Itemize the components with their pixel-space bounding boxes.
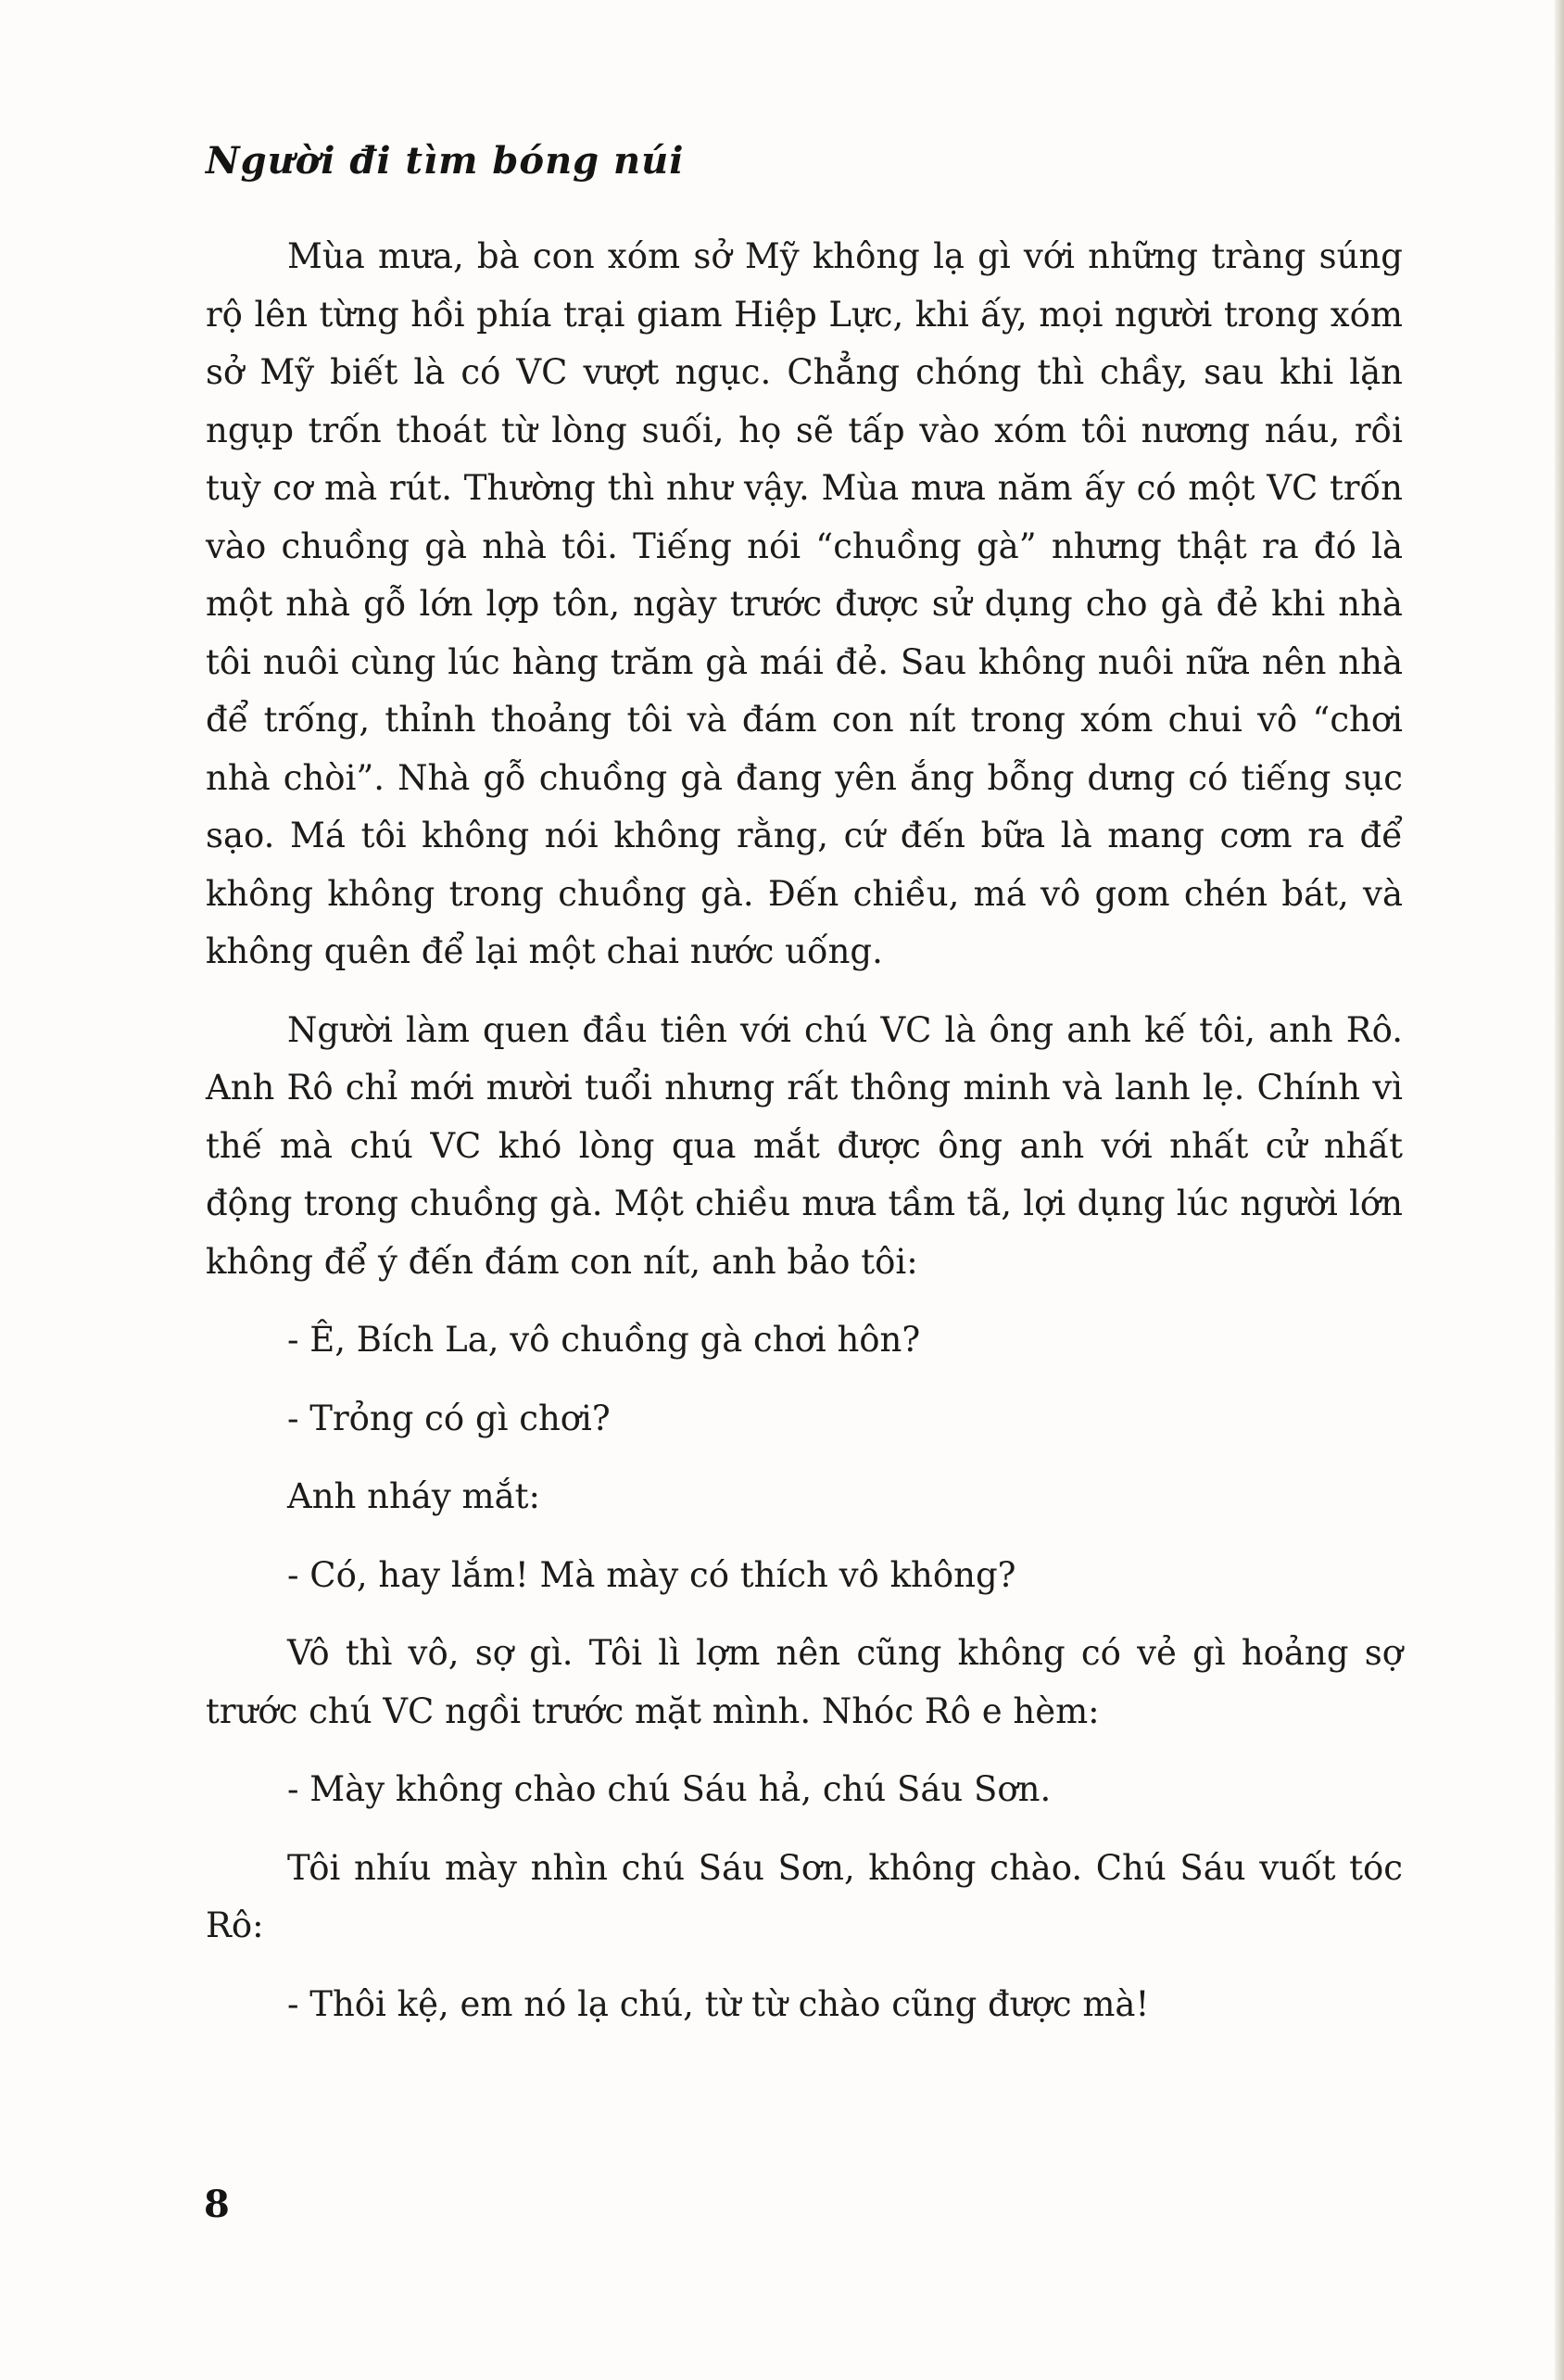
dialogue-line-5: - Mày không chào chú Sáu hả, chú Sáu Sơn. [287, 1769, 1052, 1809]
page-edge-shadow [1555, 0, 1564, 2380]
dialogue-line-1: - Ê, Bích La, vô chuồng gà chơi hôn? [287, 1320, 921, 1360]
page-number: 8 [204, 2183, 230, 2226]
dialogue-line-2: - Trỏng có gì chơi? [287, 1398, 611, 1438]
paragraph-4: Tôi nhíu mày nhìn chú Sáu Sơn, không chào. Chú Sáu vuốt tóc Rô: [206, 1847, 1403, 1945]
paragraph-1: Mùa mưa, bà con xóm sở Mỹ không lạ gì với những tràng súng rộ lên từng hồi phía trại giam Hiệp Lực, khi ấy, mọi người trong xóm sở Mỹ biết là có VC vượt ngục. Chẳng chóng thì chầy, sau khi lặn ngụp trốn thoát từ lòng suối, họ sẽ tấp vào xóm tôi nương náu, rồi tuỳ cơ mà rút. Thường thì như vậy. Mùa mưa năm ấy có một VC trốn vào chuồng gà nhà tôi. Tiếng nói “chuồng gà” nhưng thật ra đó là một nhà gỗ lớn lợp tôn, ngày trước được sử dụng cho gà đẻ khi nhà tôi nuôi cùng lúc hàng trăm gà mái đẻ. Sau không nuôi nữa nên nhà để trống, thỉnh thoảng tôi và đám con nít trong xóm chui vô “chơi nhà chòi”. Nhà gỗ chuồng gà đang yên ắng bỗng dưng có tiếng sục sạo. Má tôi không nói không rằng, cứ đến bữa là mang cơm ra để không không trong chuồng gà. Đến chiều, má vô gom chén bát, và không quên để lại một chai nước uống. [206, 236, 1403, 971]
dialogue-line-4: - Có, hay lắm! Mà mày có thích vô không? [287, 1554, 1016, 1595]
paragraph-2: Người làm quen đầu tiên với chú VC là ông anh kế tôi, anh Rô. Anh Rô chỉ mới mười tuổi nhưng rất thông minh và lanh lẹ. Chính vì thế mà chú VC khó lòng qua mắt được ông anh với nhất cử nhất động trong chuồng gà. Một chiều mưa tầm tã, lợi dụng lúc người lớn không để ý đến đám con nít, anh bảo tôi: [206, 1009, 1403, 1282]
paragraph-3: Vô thì vô, sợ gì. Tôi lì lợm nên cũng không có vẻ gì hoảng sợ trước chú VC ngồi trước mặt mình. Nhóc Rô e hèm: [206, 1633, 1403, 1731]
running-header-title: Người đi tìm bóng núi [206, 139, 685, 183]
dialogue-line-6: - Thôi kệ, em nó lạ chú, từ từ chào cũng được mà! [287, 1983, 1150, 2024]
dialogue-line-3: Anh nháy mắt: [287, 1476, 541, 1516]
body-text [206, 228, 1403, 2054]
